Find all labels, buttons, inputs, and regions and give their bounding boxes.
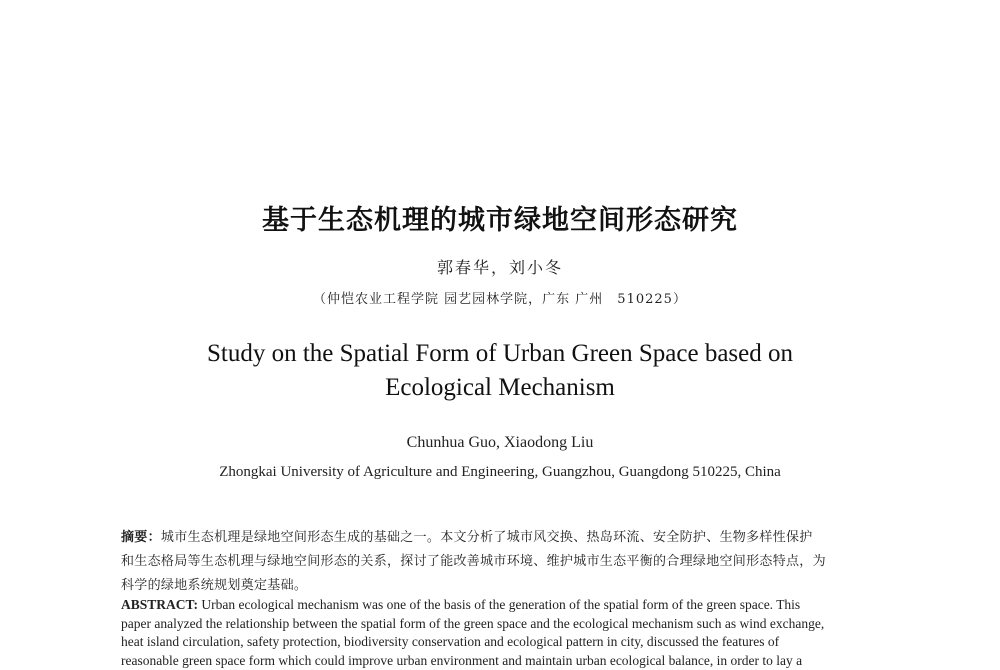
authors-english: Chunhua Guo, Xiaodong Liu bbox=[0, 434, 1000, 452]
abstract-chinese-line-2: 和生态格局等生态机理与绿地空间形态的关系，探讨了能改善城市环境、维护城市生态平衡的合理绿地空间形态特点，为 bbox=[121, 550, 890, 574]
abstract-english bbox=[121, 596, 890, 670]
abstract-english-label: ABSTRACT: bbox=[121, 597, 198, 612]
abstract-english-line-1: Urban ecological mechanism was one of the basis of the generation of the spatial form of the green space. This bbox=[198, 597, 800, 612]
title-english-line-2: Ecological Mechanism bbox=[0, 371, 1000, 405]
abstract-english-line-3: heat island circulation, safety protection, biodiversity conservation and ecological pattern in city, discussed the features of bbox=[121, 633, 890, 652]
abstract-chinese-line-3: 科学的绿地系统规划奠定基础。 bbox=[121, 574, 890, 598]
abstract-chinese-label: 摘要： bbox=[121, 530, 161, 545]
title-chinese: 基于生态机理的城市绿地空间形态研究 bbox=[0, 198, 1000, 237]
abstract-english-line-2: paper analyzed the relationship between the spatial form of the green space and the ecological mechanism such as wind exchange, bbox=[121, 615, 890, 634]
authors-chinese: 郭春华，刘小冬 bbox=[0, 255, 1000, 278]
title-english-line-1: Study on the Spatial Form of Urban Green Space based on bbox=[0, 337, 1000, 371]
abstract-chinese-line-1: 城市生态机理是绿地空间形态生成的基础之一。本文分析了城市风交换、热岛环流、安全防护、生物多样性保护 bbox=[161, 530, 813, 545]
abstract-chinese bbox=[121, 526, 890, 598]
affiliation-chinese: （仲恺农业工程学院 园艺园林学院，广东 广州 510225） bbox=[0, 288, 1000, 307]
title-english bbox=[0, 337, 1000, 405]
abstract-english-line-4: reasonable green space form which could improve urban environment and maintain urban ecological balance, in order to lay a bbox=[121, 652, 890, 670]
affiliation-english: Zhongkai University of Agriculture and Engineering, Guangzhou, Guangdong 510225, China bbox=[0, 464, 1000, 481]
